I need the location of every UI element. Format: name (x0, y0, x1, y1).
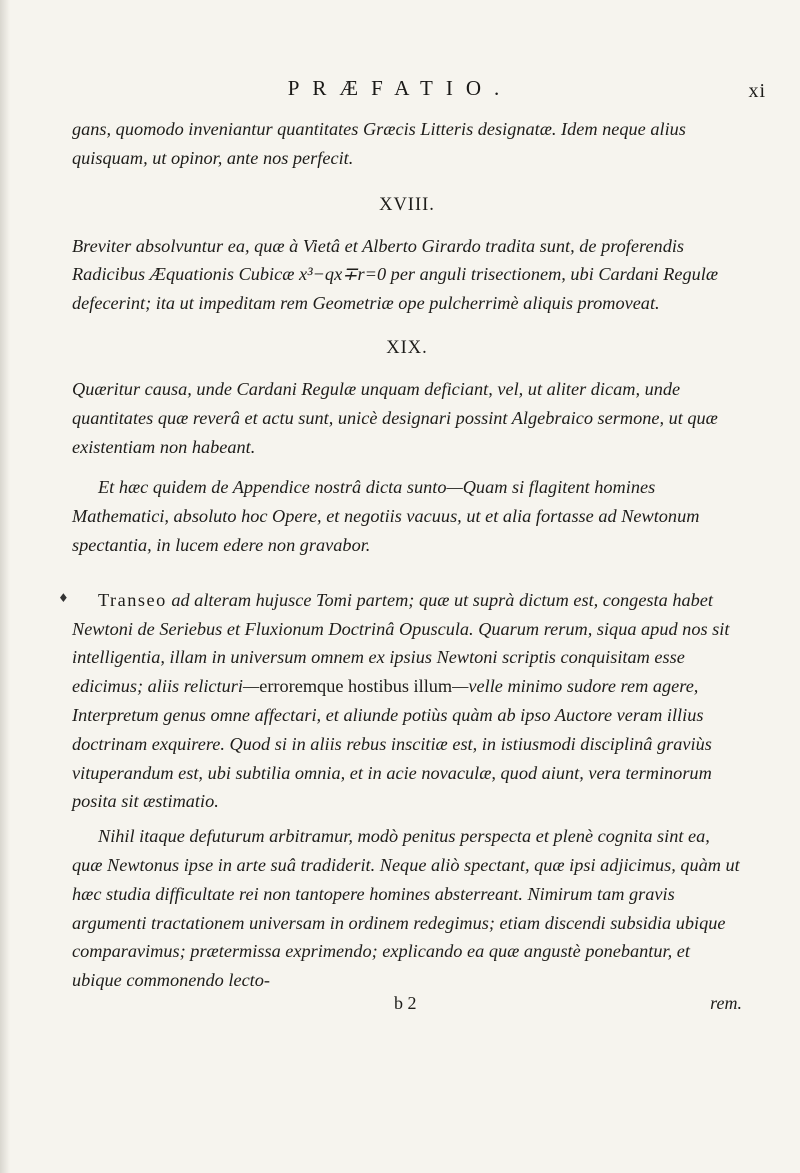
section-19-paragraph-1: Quæritur causa, unde Cardani Regulæ unquam deficiant, vel, ut aliter dicam, unde quantitates quæ reverâ et actu sunt, unicè designari possint Algebraico sermone, ut quæ existentiam non habeant. (72, 378, 718, 457)
cubic-equation: x³−qx∓r=0 (299, 264, 387, 285)
running-title: PRÆFATIO. (287, 76, 513, 100)
text-block (72, 115, 742, 1015)
section-heading-18: XVIII. (379, 194, 435, 215)
page-number: xi (748, 80, 766, 102)
transeo-paragraph (72, 586, 742, 816)
opening-paragraph: gans, quomodo inveniantur quantitates Græcis Litteris designatæ. Idem neque alius quisquam, ut opinor, ante nos perfecit. (72, 119, 686, 168)
transeo-lead-word: Transeo (98, 589, 167, 610)
scan-edge-shadow (0, 0, 10, 1173)
section-18-text-after: per anguli trisectionem, ubi Cardani Regulæ defecerint; ita ut impeditam rem Geometriæ ope pulcherrimè aliquis promoveat. (72, 264, 719, 314)
margin-mark: ♦ (58, 591, 69, 605)
section-heading-19: XIX. (386, 337, 428, 358)
section-18-text-before: Breviter absolvuntur ea, quæ à Vietâ et Alberto Girardo tradita sunt, de proferendis Radicibus Æquationis Cubicæ (72, 235, 685, 285)
section-19-paragraph-2: Et hæc quidem de Appendice nostrâ dicta sunto—Quam si flagitent homines Mathematici, absoluto hoc Opere, et negotiis vacuus, ut et alia fortasse ad Newtonum spectantia, in lucem edere non gravabor. (72, 477, 700, 555)
transeo-text-b: —velle minimo sudore rem agere, Interpretum genus omne affectari, et aliunde potiùs quàm ab ipso Auctore veram illius doctrinam exquirere. Quod si in aliis rebus inscitiæ est, in istiusmodi disciplinâ graviùs vituperandum est, ubi subtilia omnia, et in acie novaculæ, quod aiunt, vera terminorum posita sit æstimatio. (72, 676, 712, 812)
catchword: rem. (710, 992, 742, 1013)
transeo-text-a: ad alteram hujusce Tomi partem; quæ ut suprà dictum est, congesta habet Newtoni de Seriebus et Fluxionum Doctrinâ Opuscula. Quarum rerum, siqua apud nos sit intelligentia, illam in universum omnem ex ipsius Newtoni scriptis conquisitam esse edicimus; aliis relicturi— (72, 589, 730, 697)
signature-mark: b 2 (394, 992, 417, 1013)
page-footer (72, 993, 742, 1015)
transeo-roman-quote: erroremque hostibus illum (259, 676, 453, 697)
closing-paragraph: Nihil itaque defuturum arbitramur, modò penitus perspecta et plenè cognita sint ea, quæ Newtonus ipse in arte suâ tradiderit. Neque aliò spectant, quæ ipsi adjicimus, quàm ut hæc studia difficultate rei non tantopere homines absterreant. Nimirum tam gravis argumenti tractationem universam in ordinem redegimus; etiam discendi subsidia ubique comparavimus; prætermissa exprimendo; explicando ea quæ angustè ponebantur, et ubique commonendo lecto- (72, 826, 740, 991)
section-18-paragraph (72, 232, 742, 318)
